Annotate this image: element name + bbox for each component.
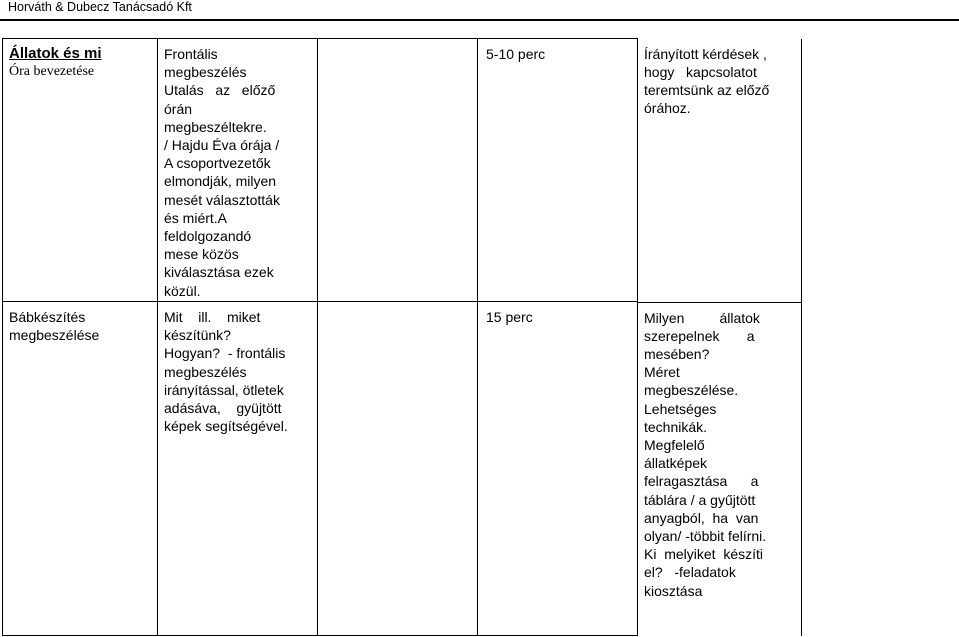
topic-title: Bábkészítés (9, 309, 86, 325)
activity-cell (638, 39, 802, 302)
text-line: Utalás az előző (164, 82, 276, 99)
text-line: mesében? (644, 345, 710, 362)
text-line: kiosztása (644, 582, 703, 599)
text-line: Frontális (164, 46, 218, 62)
text-line: elmondják, milyen (164, 173, 277, 190)
text-line: Méret (644, 364, 680, 381)
text-line: képek segítségével. (164, 418, 288, 435)
topic-cell (3, 39, 158, 302)
text-line: Hogyan? - frontális (164, 345, 286, 362)
activity-text (644, 45, 796, 118)
topic-cell (3, 302, 158, 636)
text-line: hogy kapcsolatot (644, 63, 757, 80)
text-line: megbeszélése. (644, 382, 739, 399)
text-line: mesét választották (164, 191, 280, 208)
text-line: és miért.A (164, 209, 228, 226)
text-line: közül. (164, 282, 201, 299)
text-line: mese közös (164, 246, 239, 263)
text-line: felragasztása a (644, 473, 759, 490)
topic-subtitle: megbeszélése (9, 327, 100, 344)
text-line: adásáva, gyüjtött (164, 400, 282, 417)
table-row (3, 302, 957, 636)
text-line: teremtsünk az előző (644, 81, 770, 98)
method-cell (158, 302, 318, 636)
text-line: technikák. (644, 418, 708, 435)
text-line: olyan/ -többit felírni. (644, 527, 767, 544)
text-line: A csoportvezetők (164, 155, 271, 172)
text-line: kiválasztása ezek (164, 264, 274, 281)
time-cell (478, 302, 638, 636)
text-line: megbeszélés (164, 363, 247, 380)
text-line: feldolgozandó (164, 228, 252, 245)
text-line: / Hajdu Éva órája / (164, 137, 280, 154)
text-line: irányítással, ötletek (164, 381, 284, 398)
text-line: Írányított kérdések , (644, 45, 767, 62)
activity-text (644, 309, 796, 600)
text-line: készítünk? (164, 327, 231, 344)
text-line: Ki melyiket készíti (644, 546, 764, 563)
table-row (3, 39, 957, 302)
text-line: Lehetséges (644, 400, 717, 417)
inner-activity-table (638, 39, 802, 302)
topic-subtitle: Óra bevezetése (9, 64, 95, 79)
text-line: megbeszélés (164, 64, 247, 81)
text-line: órához. (644, 100, 691, 117)
text-line: Milyen állatok (644, 309, 760, 326)
method-text (164, 45, 312, 300)
text-line: állatképek (644, 455, 708, 472)
time-value: 5-10 perc (486, 46, 546, 62)
text-line: megbeszéltekre. (164, 118, 267, 135)
header-company-name: Horváth & Dubecz Tanácsadó Kft (8, 0, 192, 14)
lesson-plan-table (2, 38, 957, 636)
text-line: táblára / a gyűjtött (644, 491, 756, 508)
text-line: el? -feladatok (644, 564, 736, 581)
inner-activity-table (638, 302, 802, 636)
method-cell (158, 39, 318, 302)
method-text (164, 308, 312, 435)
text-line: anyagból, ha van (644, 509, 759, 526)
blank-cell (318, 39, 478, 302)
topic-title: Állatok és mi (9, 45, 102, 62)
blank-cell (318, 302, 478, 636)
text-line: szerepelnek a (644, 327, 755, 344)
header-rule (0, 19, 959, 21)
text-line: Megfelelő (644, 436, 705, 453)
time-cell (478, 39, 638, 302)
activity-notes-wrapper (638, 39, 770, 302)
text-line: órán (164, 100, 193, 117)
text-line: Mit ill. miket (164, 309, 261, 325)
time-value: 15 perc (486, 309, 533, 325)
activity-cell (638, 302, 802, 636)
activity-notes-wrapper (638, 302, 767, 636)
